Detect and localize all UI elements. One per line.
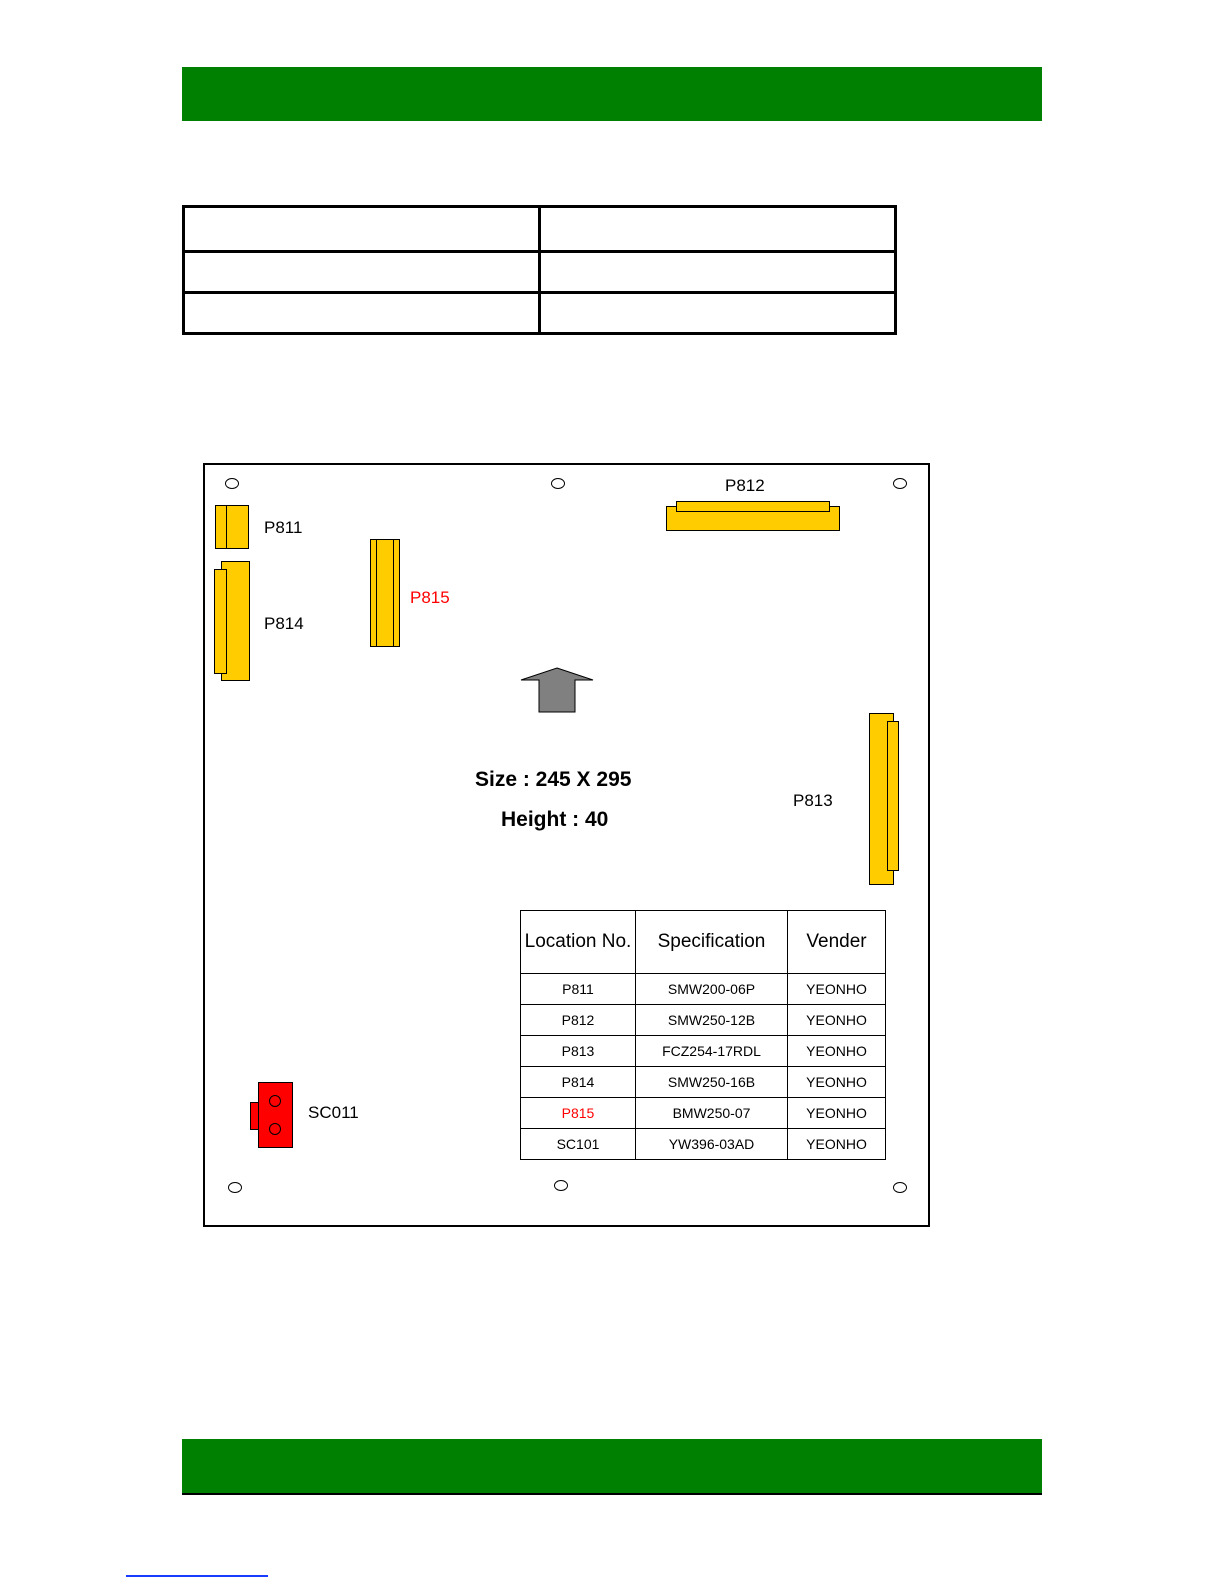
table-row <box>521 1098 886 1129</box>
connector-p815-inner <box>376 539 394 647</box>
table-cell <box>184 293 540 334</box>
table-row <box>521 1036 886 1067</box>
location-cell: P815 <box>521 1098 636 1129</box>
table-row <box>184 207 896 252</box>
column-header-vender: Vender <box>788 911 886 974</box>
table-header-row <box>521 911 886 974</box>
connector-label-p815: P815 <box>410 588 450 607</box>
location-cell: SC101 <box>521 1129 636 1160</box>
vendor-cell: YEONHO <box>788 1005 886 1036</box>
table-cell <box>540 207 896 252</box>
connector-p814-latch <box>214 569 227 674</box>
spec-cell: SMW250-16B <box>636 1067 788 1098</box>
pin <box>269 1095 281 1107</box>
board-height-text: Height : 40 <box>501 808 609 831</box>
spec-cell: SMW250-12B <box>636 1005 788 1036</box>
spec-cell: SMW200-06P <box>636 974 788 1005</box>
location-cell: P812 <box>521 1005 636 1036</box>
mounting-hole <box>893 1182 907 1193</box>
board-size-text: Size : 245 X 295 <box>475 768 632 791</box>
table-cell <box>540 252 896 293</box>
column-header-specification: Specification <box>636 911 788 974</box>
connector-label-p812: P812 <box>725 476 765 495</box>
table-row <box>521 1067 886 1098</box>
mounting-hole <box>551 478 565 489</box>
footer-link-underline[interactable] <box>126 1575 268 1577</box>
table-row <box>184 252 896 293</box>
pin <box>269 1123 281 1135</box>
table-row <box>521 1005 886 1036</box>
vendor-cell: YEONHO <box>788 974 886 1005</box>
table-row <box>184 293 896 334</box>
vendor-cell: YEONHO <box>788 1098 886 1129</box>
vendor-cell: YEONHO <box>788 1036 886 1067</box>
location-cell: P814 <box>521 1067 636 1098</box>
table-row <box>521 1129 886 1160</box>
connector-sc011 <box>258 1082 293 1148</box>
mounting-hole <box>228 1182 242 1193</box>
mounting-hole <box>554 1180 568 1191</box>
mounting-hole <box>225 478 239 489</box>
mounting-hole <box>893 478 907 489</box>
table-cell <box>184 207 540 252</box>
table-cell <box>540 293 896 334</box>
parts-table <box>520 910 886 1160</box>
footer-divider <box>182 1493 1042 1495</box>
vendor-cell: YEONHO <box>788 1129 886 1160</box>
connector-p812-latch <box>676 501 830 512</box>
connector-label-sc011: SC011 <box>308 1103 359 1122</box>
table-cell <box>184 252 540 293</box>
vendor-cell: YEONHO <box>788 1067 886 1098</box>
info-table <box>182 205 897 335</box>
connector-p811-latch <box>215 505 227 549</box>
connector-label-p813: P813 <box>793 791 833 810</box>
column-header-location: Location No. <box>521 911 636 974</box>
table-row <box>521 974 886 1005</box>
header-band <box>182 67 1042 121</box>
connector-p813-latch <box>887 721 899 871</box>
footer-band <box>182 1439 1042 1493</box>
spec-cell: FCZ254-17RDL <box>636 1036 788 1067</box>
connector-label-p811: P811 <box>264 518 303 537</box>
arrow-up-icon <box>519 666 595 714</box>
location-cell: P813 <box>521 1036 636 1067</box>
spec-cell: BMW250-07 <box>636 1098 788 1129</box>
connector-label-p814: P814 <box>264 614 304 633</box>
location-cell: P811 <box>521 974 636 1005</box>
spec-cell: YW396-03AD <box>636 1129 788 1160</box>
